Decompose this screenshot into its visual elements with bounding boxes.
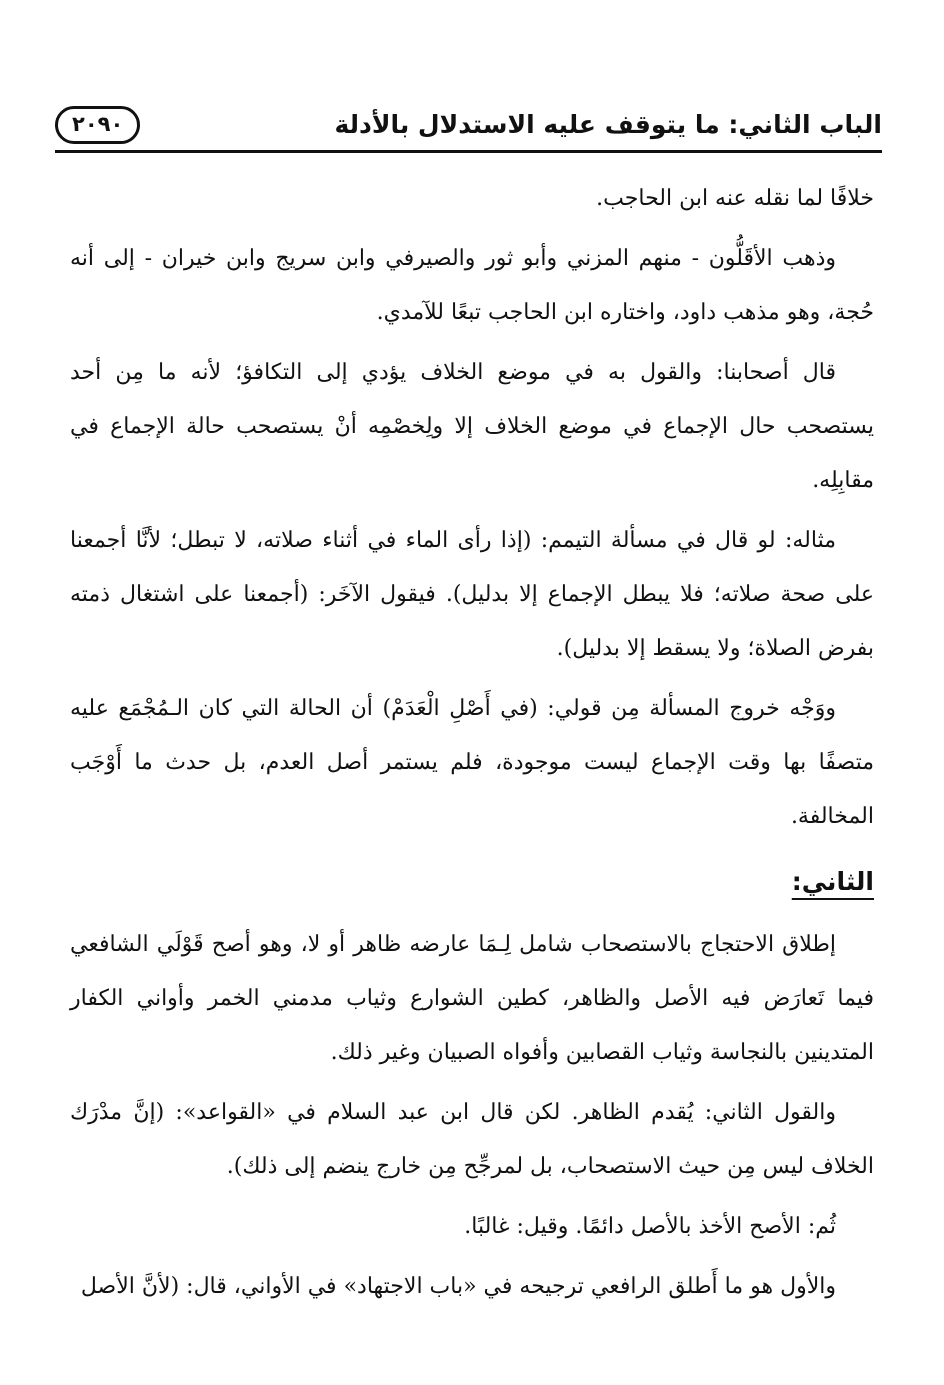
page-body: [70, 172, 874, 1320]
paragraph-7: والقول الثاني: يُقدم الظاهر. لكن قال ابن عبد السلام في «القواعد»: (إنَّ مدْرَك الخلاف ليس مِن حيث الاستصحاب، بل لمرجِّح مِن خارج ينضم إلى ذلك).: [70, 1100, 874, 1179]
chapter-title: الباب الثاني: ما يتوقف عليه الاستدلال بالأدلة: [334, 110, 882, 139]
paragraph-6: إطلاق الاحتجاج بالاستصحاب شامل لِـمَا عارضه ظاهر أو لا، وهو أصح قَوْلَي الشافعي فيما تَعارَض فيه الأصل والظاهر، كطين الشوارع وثياب مدمني الخمر وأواني الكفار المتدينين بالنجاسة وثياب القصابين وأفواه الصبيان وغير ذلك.: [70, 932, 874, 1065]
paragraph-3: قال أصحابنا: والقول به في موضع الخلاف يؤدي إلى التكافؤ؛ لأنه ما مِن أحد يستصحب حال الإجماع في موضع الخلاف إلا ولِخصْمِه أنْ يستصحب حالة الإجماع في مقابِلِه.: [70, 360, 874, 493]
paragraph-5: ووَجْه خروج المسألة مِن قولي: (في أَصْلِ الْعَدَمْ) أن الحالة التي كان الـمُجْمَع عليه متصفًا بها وقت الإجماع ليست موجودة، فلم يستمر أصل العدم، بل حدث ما أَوْجَب المخالفة.: [70, 696, 874, 829]
paragraph-1: خلافًا لما نقله عنه ابن الحاجب.: [596, 186, 874, 211]
paragraph-9: والأول هو ما أَطلق الرافعي ترجيحه في «باب الاجتهاد» في الأواني، قال: (لأنَّ الأصل: [80, 1274, 836, 1299]
page-number: ٢٠٩٠: [55, 106, 140, 144]
section-heading: الثاني:: [791, 867, 874, 896]
paragraph-8: ثُم: الأصح الأخذ بالأصل دائمًا. وقيل: غالبًا.: [464, 1214, 836, 1239]
page-header: [55, 100, 882, 153]
paragraph-4: مثاله: لو قال في مسألة التيمم: (إذا رأى الماء في أثناء صلاته، لا تبطل؛ لأنَّا أجمعنا على صحة صلاته؛ فلا يبطل الإجماع إلا بدليل). فيقول الآخَر: (أجمعنا على اشتغال ذمته بفرض الصلاة؛ ولا يسقط إلا بدليل).: [70, 528, 874, 661]
paragraph-2: وذهب الأقَلُّون - منهم المزني وأبو ثور والصيرفي وابن سريج وابن خيران - إلى أنه حُجة، وهو مذهب داود، واختاره ابن الحاجب تبعًا للآمدي.: [70, 246, 874, 325]
